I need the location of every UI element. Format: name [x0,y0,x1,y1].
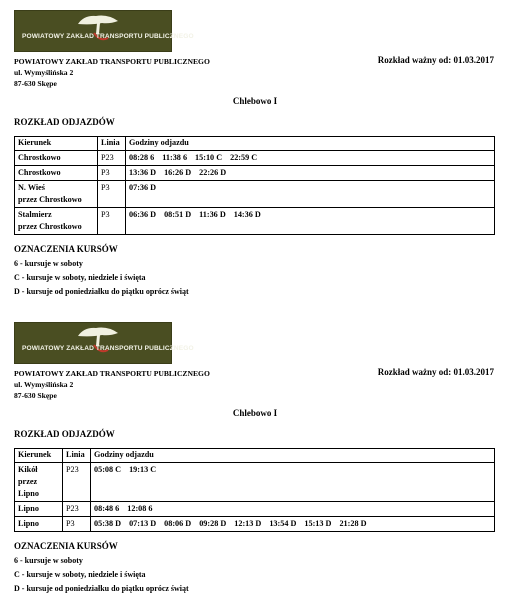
legend-item: C - kursuje w soboty, niedziele i święta [14,570,146,579]
departure-time: 22:26 D [199,168,227,177]
direction-cell [15,166,98,181]
departure-time: 11:38 6 [162,153,188,162]
times-cell [126,166,495,181]
departure-time: 22:59 C [230,153,258,162]
departure-time: 08:06 D [164,519,192,528]
times-cell [91,502,495,517]
direction-cell [15,517,63,532]
departure-time: 08:48 6 [94,504,120,513]
departure-time: 15:13 D [304,519,332,528]
timetable-body [15,151,495,235]
legend-item: 6 - kursuje w soboty [14,556,83,565]
departure-time: 15:10 C [195,153,223,162]
direction-text: Stalmierz [18,210,52,219]
timetable-body [15,463,495,532]
legend-item: D - kursuje od poniedziałku do piątku oprócz świąt [14,584,189,593]
valid-from: Rozkład ważny od: 01.03.2017 [377,55,494,65]
legend [14,554,496,596]
legend-item: D - kursuje od poniedziałku do piątku oprócz świąt [14,287,189,296]
logo-text: POWIATOWY ZAKŁAD TRANSPORTU PUBLICZNEGO [22,33,194,40]
line-cell: P3 [98,166,126,181]
departure-time: 11:36 D [199,210,226,219]
table-row [15,463,495,502]
times-cell [126,208,495,235]
org-name: POWIATOWY ZAKŁAD TRANSPORTU PUBLICZNEGO [14,369,210,378]
departure-time: 12:08 6 [127,504,153,513]
table-row [15,517,495,532]
legend-title: OZNACZENIA KURSÓW [14,244,118,254]
direction-text: przez Chrostkowo [18,222,82,231]
times-cell [126,151,495,166]
line-cell: P23 [63,502,91,517]
column-header-times: Godziny odjazdu [91,449,495,463]
table-row [15,208,495,235]
departure-time: 21:28 D [339,519,367,528]
departure-time: 09:28 D [199,519,227,528]
column-header-direction: Kierunek [15,137,98,151]
org-info [14,368,210,401]
departure-time: 05:38 D [94,519,122,528]
column-header-line: Linia [98,137,126,151]
departure-time: 19:13 C [129,465,157,474]
line-cell: P3 [98,181,126,208]
stop-name: Chlebowo I [232,96,278,106]
line-cell: P3 [98,208,126,235]
direction-text: przez Lipno [18,477,39,498]
direction-cell [15,502,63,517]
times-cell [91,517,495,532]
direction-text: Kikół [18,465,38,474]
direction-text: Chrostkowo [18,168,61,177]
stop-name: Chlebowo I [232,408,278,418]
departure-time: 05:08 C [94,465,122,474]
times-cell [91,463,495,502]
direction-text: Lipno [18,519,39,528]
company-logo [14,10,194,52]
table-row [15,181,495,208]
schedule-title: ROZKŁAD ODJAZDÓW [14,117,115,127]
valid-from: Rozkład ważny od: 01.03.2017 [377,367,494,377]
legend-item: 6 - kursuje w soboty [14,259,83,268]
departure-time: 08:51 D [164,210,192,219]
departure-time: 13:36 D [129,168,157,177]
org-city: 87-630 Skępe [14,79,57,88]
direction-cell [15,208,98,235]
line-cell: P23 [98,151,126,166]
timetable [14,136,495,235]
org-street: ul. Wymyślińska 2 [14,380,74,389]
legend [14,257,496,299]
direction-cell [15,463,63,502]
direction-text: Lipno [18,504,39,513]
table-row [15,502,495,517]
logo-text: POWIATOWY ZAKŁAD TRANSPORTU PUBLICZNEGO [22,345,194,352]
column-header-times: Godziny odjazdu [126,137,495,151]
legend-item: C - kursuje w soboty, niedziele i święta [14,273,146,282]
line-cell: P3 [63,517,91,532]
timetable-section-1 [14,10,496,299]
schedule-title: ROZKŁAD ODJAZDÓW [14,429,115,439]
table-row [15,151,495,166]
timetable [14,448,495,532]
departure-time: 12:13 D [234,519,262,528]
timetable-section-2 [14,322,496,596]
org-city: 87-630 Skępe [14,391,57,400]
legend-title: OZNACZENIA KURSÓW [14,541,118,551]
header [14,56,496,92]
departure-time: 07:13 D [129,519,157,528]
departure-time: 06:36 D [129,210,157,219]
direction-text: Chrostkowo [18,153,61,162]
departure-time: 16:26 D [164,168,192,177]
org-name: POWIATOWY ZAKŁAD TRANSPORTU PUBLICZNEGO [14,57,210,66]
departure-time: 14:36 D [233,210,261,219]
departure-time: 08:28 6 [129,153,155,162]
line-cell: P23 [63,463,91,502]
column-header-direction: Kierunek [15,449,63,463]
direction-cell [15,151,98,166]
table-row [15,166,495,181]
header [14,368,496,404]
direction-text: przez Chrostkowo [18,195,82,204]
direction-cell [15,181,98,208]
times-cell [126,181,495,208]
org-info [14,56,210,89]
company-logo [14,322,194,364]
departure-time: 07:36 D [129,183,157,192]
direction-text: N. Wieś [18,183,45,192]
departure-time: 13:54 D [269,519,297,528]
column-header-line: Linia [63,449,91,463]
org-street: ul. Wymyślińska 2 [14,68,74,77]
